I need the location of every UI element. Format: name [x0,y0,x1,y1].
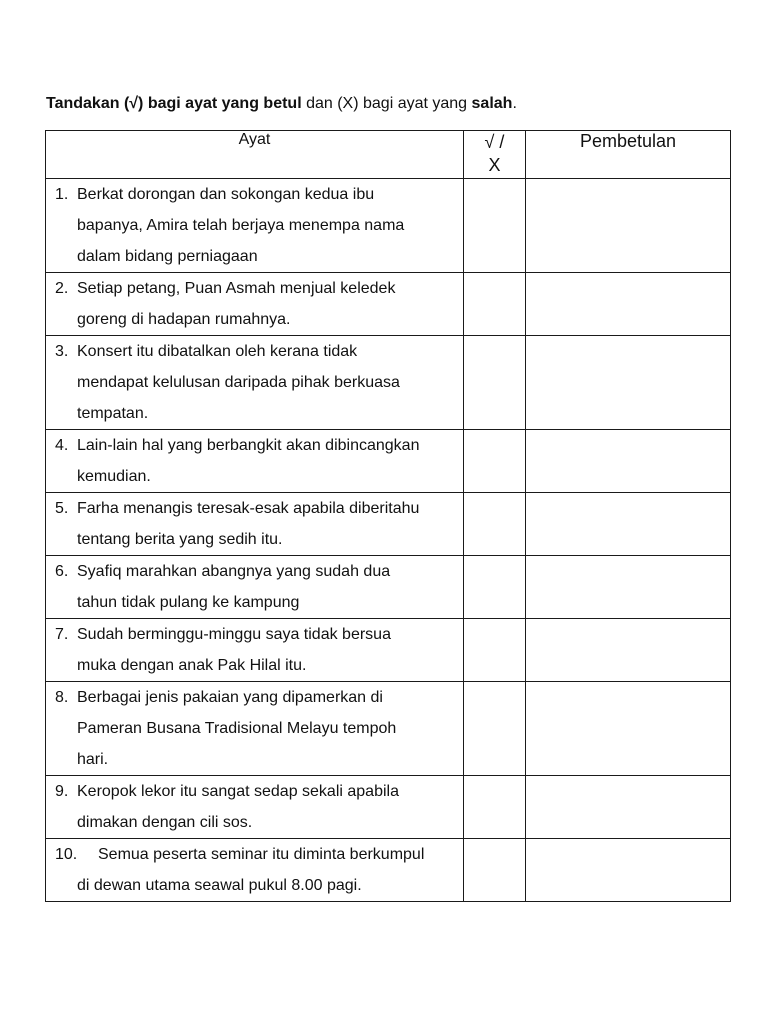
item-line: Setiap petang, Puan Asmah menjual keledek [77,280,396,297]
item-line: dimakan dengan cili sos. [77,814,253,831]
correction-cell[interactable] [526,839,731,902]
sentence-cell [46,619,464,682]
sentence-item [46,179,463,272]
sentence-item [46,776,463,838]
sentence-item [46,336,463,429]
sentence-cell [46,336,464,430]
table-row [46,179,731,273]
sentence-item [46,273,463,335]
item-line: kemudian. [77,468,151,485]
item-number: 3. [55,343,69,360]
table-row [46,336,731,430]
mark-cell[interactable] [464,776,526,839]
sentence-cell [46,839,464,902]
sentence-cell [46,776,464,839]
header-row [46,131,731,179]
item-text [77,870,463,901]
item-line: tentang berita yang sedih itu. [77,531,283,548]
item-line: Berkat dorongan dan sokongan kedua ibu [77,186,375,203]
header-correction: Pembetulan [526,131,731,179]
sentence-item [46,682,463,775]
item-line: Sudah berminggu-minggu saya tidak bersua [77,626,391,643]
item-number: 1. [55,186,69,203]
item-line: Keropok lekor itu sangat sedap sekali apabila [77,783,399,800]
mark-cell[interactable] [464,493,526,556]
header-mark-line1: √ / [484,132,505,152]
correction-cell[interactable] [526,430,731,493]
sentence-item [46,493,463,555]
mark-cell[interactable] [464,619,526,682]
table-row [46,273,731,336]
header-ayat: Ayat [46,131,464,179]
item-line: bapanya, Amira telah berjaya menempa nama [77,217,405,234]
correction-cell[interactable] [526,556,731,619]
item-text [98,839,463,870]
item-number: 2. [55,280,69,297]
header-mark-line2: X [488,155,501,175]
item-text [77,556,463,618]
mark-cell[interactable] [464,430,526,493]
sentence-item [46,839,463,870]
correction-cell[interactable] [526,619,731,682]
sentence-cell [46,273,464,336]
correction-cell[interactable] [526,493,731,556]
item-line: muka dengan anak Pak Hilal itu. [77,657,307,674]
item-line: Farha menangis teresak-esak apabila diberitahu [77,500,420,517]
item-number: 5. [55,500,69,517]
correction-cell[interactable] [526,776,731,839]
item-text [77,430,463,492]
mark-cell[interactable] [464,179,526,273]
correction-cell[interactable] [526,179,731,273]
sentence-item [46,430,463,492]
item-line: Konsert itu dibatalkan oleh kerana tidak [77,343,358,360]
worksheet-table [45,130,731,902]
mark-cell[interactable] [464,839,526,902]
mark-cell[interactable] [464,682,526,776]
sentence-cell [46,556,464,619]
correction-cell[interactable] [526,273,731,336]
item-line: goreng di hadapan rumahnya. [77,311,291,328]
item-text [77,776,463,838]
item-line: tempatan. [77,405,149,422]
table-row [46,839,731,902]
item-line: di dewan utama seawal pukul 8.00 pagi. [77,877,362,894]
item-number: 7. [55,626,69,643]
sentence-cell [46,493,464,556]
mark-cell[interactable] [464,336,526,430]
item-text [77,273,463,335]
item-line: Semua peserta seminar itu diminta berkumpul [98,846,425,863]
item-line: tahun tidak pulang ke kampung [77,594,300,611]
instruction-end: . [512,95,517,112]
instruction-normal: dan (X) bagi ayat yang [301,95,472,112]
instruction-bold-2: salah [471,95,513,112]
item-line: Berbagai jenis pakaian yang dipamerkan di [77,689,383,706]
instruction-bold-1: Tandakan (√) bagi ayat yang betul [46,95,302,112]
table-row [46,556,731,619]
item-text [77,493,463,555]
instruction-text [46,94,517,114]
mark-cell[interactable] [464,273,526,336]
item-line: dalam bidang perniagaan [77,248,258,265]
table-row [46,493,731,556]
item-text [77,336,463,429]
correction-cell[interactable] [526,682,731,776]
item-line: mendapat kelulusan daripada pihak berkuasa [77,374,400,391]
item-line: Pameran Busana Tradisional Melayu tempoh [77,720,397,737]
sentence-item [46,619,463,681]
header-mark [464,131,526,179]
item-number: 10. [55,846,78,863]
mark-cell[interactable] [464,556,526,619]
item-text [77,619,463,681]
item-line: Lain-lain hal yang berbangkit akan dibincangkan [77,437,420,454]
item-line: hari. [77,751,109,768]
correction-cell[interactable] [526,336,731,430]
item-number: 6. [55,563,69,580]
table-row [46,430,731,493]
sentence-cell [46,682,464,776]
sentence-item [46,556,463,618]
item-text [77,682,463,775]
item-text [77,179,463,272]
table-row [46,682,731,776]
item-line: Syafiq marahkan abangnya yang sudah dua [77,563,391,580]
item-number: 9. [55,783,69,800]
sentence-item-continuation [46,870,463,901]
sentence-cell [46,430,464,493]
table-row [46,619,731,682]
table-row [46,776,731,839]
item-number: 8. [55,689,69,706]
item-number: 4. [55,437,69,454]
sentence-cell [46,179,464,273]
